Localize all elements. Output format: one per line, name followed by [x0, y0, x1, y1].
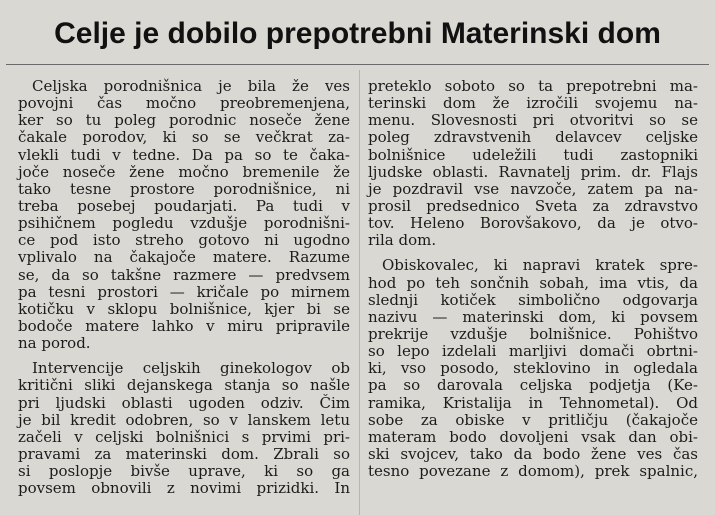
text-line: sobe za obiske v pritličju (čakajoče	[368, 410, 698, 429]
text-line: tako tesne prostore porodnišnice, ni	[18, 179, 350, 198]
text-line: je bil kredit odobren, so v lanskem letu	[18, 410, 350, 429]
text-line: pa tesni prostori — kričale po mirnem	[18, 282, 350, 301]
text-line: treba posebej poudarjati. Pa tudi v	[18, 196, 350, 215]
text-line: nazivu — materinski dom, ki povsem	[368, 307, 698, 326]
text-line: prosil predsednico Sveta za zdravstvo	[368, 196, 698, 215]
text-line: kritični sliki dejanskega stanja so našle	[18, 376, 350, 395]
text-line: čakale porodov, ki so se večkrat za-	[18, 128, 350, 147]
text-line: ski svojcev, tako da bodo žene ves čas	[368, 444, 698, 463]
text-line: povojni čas močno preobremenjena,	[18, 94, 350, 113]
text-line: terinski dom že izročili svojemu na-	[368, 94, 698, 113]
text-line: prekrije vzdušje bolnišnice. Pohištvo	[368, 324, 698, 343]
headline-rule	[6, 64, 709, 65]
text-line: tov. Heleno Borovšakovo, da je otvo-	[368, 214, 698, 233]
text-line: se, da so takšne razmere — predvsem	[18, 265, 350, 284]
right-column	[368, 78, 698, 480]
text-line: je pozdravil vse navzoče, zatem pa na-	[368, 179, 698, 198]
paragraph	[368, 78, 698, 249]
paragraph	[368, 257, 698, 480]
text-line: menu. Slovesnosti pri otvoritvi so se	[368, 111, 698, 130]
text-line: ljudske oblasti. Ravnatelj prim. dr. Flajs	[368, 162, 698, 181]
text-line: Intervencije celjskih ginekologov ob	[32, 359, 350, 378]
text-line: pri ljudski oblasti ugoden odziv. Čim	[18, 393, 350, 412]
text-line: bolnišnice udeležili tudi zastopniki	[368, 145, 698, 164]
text-line: hod po teh sončnih sobah, ima vtis, da	[368, 273, 698, 292]
text-line: ker so tu poleg porodnic noseče žene	[18, 111, 350, 130]
text-line: slednji kotiček simbolično odgovarja	[368, 290, 698, 309]
text-line: pa so darovala celjska podjetja (Ke-	[368, 376, 698, 395]
text-line: joče noseče žene močno bremenile že	[18, 162, 350, 181]
paragraph	[18, 78, 350, 352]
text-line: vplivalo na čakajoče matere. Razume	[18, 248, 350, 267]
text-line: bodoče matere lahko v miru pripravile	[18, 316, 350, 335]
text-line: so lepo izdelali marljivi domači obrtni-	[368, 342, 698, 361]
text-line: začeli v celjski bolnišnici s prvimi pri-	[18, 427, 350, 446]
text-line: preteklo soboto so ta prepotrebni ma-	[368, 77, 698, 95]
left-column	[18, 78, 350, 497]
text-line: tesno povezane z domom), prek spalnic,	[368, 462, 698, 481]
paragraph	[18, 360, 350, 497]
text-line: si poslopje bivše uprave, ki so ga	[18, 462, 350, 481]
text-line: povsem obnovili z novimi prizidki. In	[18, 479, 350, 498]
text-line: vlekli tudi v tedne. Da pa so te čaka-	[18, 145, 350, 164]
text-line: psihičnem pogledu vzdušje porodnišni-	[18, 214, 350, 233]
text-line: Obiskovalec, ki napravi kratek spre-	[382, 256, 698, 275]
text-line: na porod.	[18, 334, 91, 353]
text-line: rila dom.	[368, 231, 437, 250]
text-line: pravami za materinski dom. Zbrali so	[18, 444, 350, 463]
text-line: ki, vso posodo, steklovino in ogledala	[368, 359, 698, 378]
text-line: kotičku v sklopu bolnišnice, kjer bi se	[18, 299, 350, 318]
text-line: ce pod isto streho gotovo ni ugodno	[18, 231, 350, 250]
text-line: ramika, Kristalija in Tehnometal). Od	[368, 393, 698, 412]
article-headline: Celje je dobilo prepotrebni Materinski dom	[54, 17, 661, 50]
text-line: Celjska porodnišnica je bila že ves	[32, 77, 350, 95]
text-line: poleg zdravstvenih delavcev celjske	[368, 128, 698, 147]
text-line: materam bodo dovoljeni vsak dan obi-	[368, 427, 698, 446]
column-divider	[359, 70, 360, 515]
